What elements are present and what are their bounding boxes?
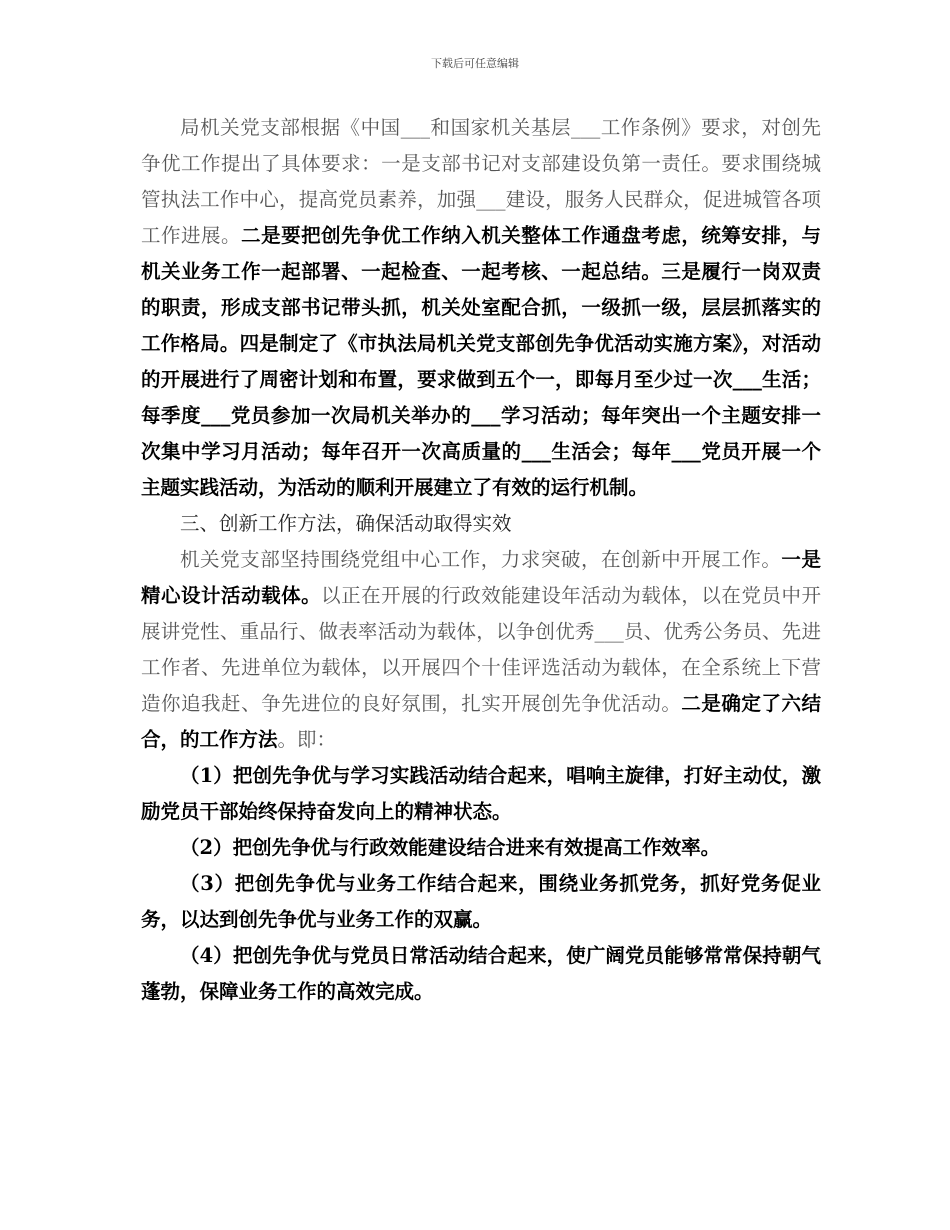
- list-item-4: （4）把创先争优与党员日常活动结合起来，使广阔党员能够常常保持朝气蓬勃，保障业务工作的高效完成。: [141, 944, 821, 1003]
- paragraph-requirements-plain: 局机关党支部根据《中国___和国家机关基层___工作条例》要求，对创先争优工作提出了具体要求：一是支部书记对支部建设负第一责任。要求围绕城管执法工作中心，提高党员素养，加强___建设，服务人民群众，促进城管各项工作进展。: [141, 116, 821, 247]
- document-body: [141, 110, 821, 1010]
- list-item-3: （3）把创先争优与业务工作结合起来，围绕业务抓党务，抓好党务促业务，以达到创先争优与业务工作的双赢。: [141, 872, 821, 931]
- paragraph-methods: [141, 542, 821, 758]
- list-item-2: （2）把创先争优与行政效能建设结合进来有效提高工作效率。: [180, 836, 721, 859]
- paragraph-methods-carriers: 以正在开展的行政效能建设年活动为载体，以在党员中开展讲党性、重品行、做表率活动为载体，以争创优秀___员、优秀公务员、先进工作者、先进单位为载体，以开展四个十佳评选活动为载体，在全系统上下营造你追我赶、争先进位的良好氛围，扎实开展创先争优活动。: [141, 584, 821, 715]
- paragraph-methods-point2: 二是确定了六结合，的工作方法: [141, 692, 821, 751]
- paragraph-methods-tail: 。即：: [277, 728, 337, 751]
- section-heading-3: 三、创新工作方法，确保活动取得实效: [180, 512, 512, 535]
- list-item-1: （1）把创先争优与学习实践活动结合起来，唱响主旋律，打好主动仗，激励党员干部始终保持奋发向上的精神状态。: [141, 764, 821, 823]
- paragraph-methods-point1: 一是精心设计活动载体。: [141, 548, 821, 607]
- paragraph-methods-intro: 机关党支部坚持围绕党组中心工作，力求突破，在创新中开展工作。: [180, 548, 782, 571]
- page-header: 下载后可任意编辑: [431, 57, 519, 70]
- paragraph-requirements: [141, 110, 821, 506]
- paragraph-requirements-bold: 二是要把创先争优工作纳入机关整体工作通盘考虑，统筹安排，与机关业务工作一起部署、一起检查、一起考核、一起总结。三是履行一岗双责的职责，形成支部书记带头抓，机关处室配合抓，一级抓一级，层层抓落实的工作格局。四是制定了《市执法局机关党支部创先争优活动实施方案》，对活动的开展进行了周密计划和布置，要求做到五个一，即每月至少过一次___生活；每季度___党员参加一次局机关举办的___学习活动；每年突出一个主题安排一次集中学习月活动；每年召开一次高质量的___生活会；每年___党员开展一个主题实践活动，为活动的顺利开展建立了有效的运行机制。: [141, 224, 821, 499]
